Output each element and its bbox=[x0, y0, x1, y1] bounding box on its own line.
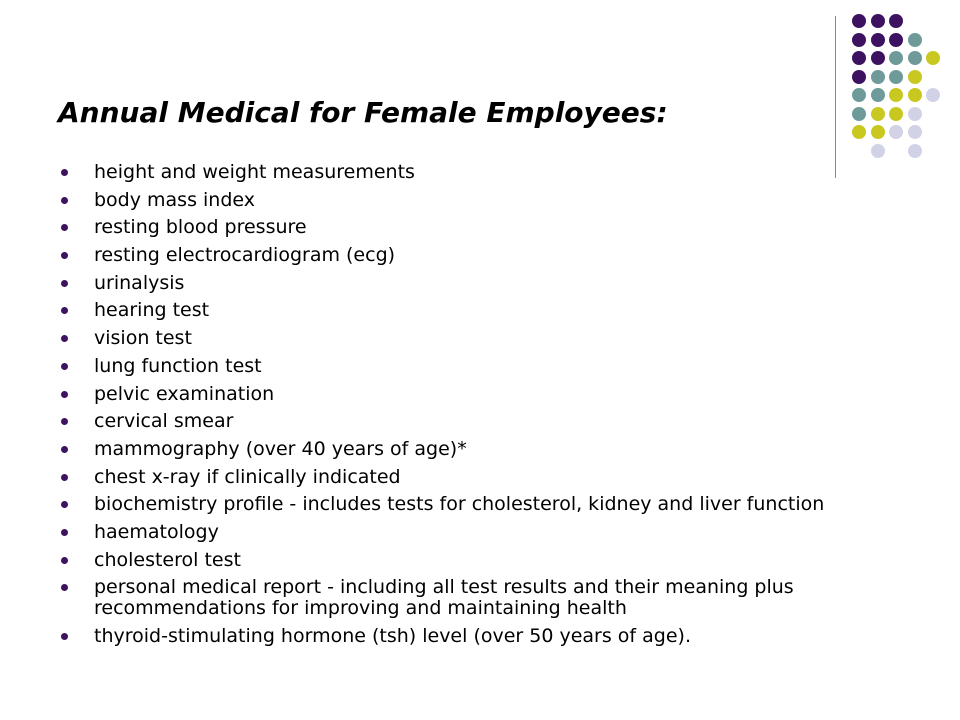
bullet-text: haematology bbox=[94, 520, 219, 543]
bullet-item bbox=[58, 411, 888, 432]
slide-title: Annual Medical for Female Employees: bbox=[58, 96, 668, 129]
decorative-dot bbox=[871, 144, 885, 158]
bullet-text: biochemistry profile - includes tests for cholesterol, kidney and liver function bbox=[94, 493, 825, 516]
bullet-text: resting electrocardiogram (ecg) bbox=[94, 244, 396, 267]
decorative-dot bbox=[852, 107, 866, 121]
decorative-dot-grid bbox=[852, 14, 942, 154]
bullet-dot-icon bbox=[61, 280, 68, 287]
decorative-dot bbox=[871, 88, 885, 102]
bullet-item bbox=[58, 439, 888, 460]
bullet-item bbox=[58, 162, 888, 183]
bullet-item bbox=[58, 626, 888, 647]
bullet-dot-icon bbox=[61, 252, 68, 259]
decorative-dot bbox=[889, 125, 903, 139]
decorative-dot bbox=[871, 33, 885, 47]
bullet-dot-icon bbox=[61, 501, 68, 508]
bullet-dot-icon bbox=[61, 197, 68, 204]
decorative-dot bbox=[889, 51, 903, 65]
decorative-dot bbox=[889, 33, 903, 47]
bullet-item bbox=[58, 577, 888, 619]
bullet-item bbox=[58, 467, 888, 488]
bullet-text: lung function test bbox=[94, 354, 262, 377]
bullet-dot-icon bbox=[61, 307, 68, 314]
decorative-dot bbox=[889, 14, 903, 28]
decorative-dot bbox=[926, 51, 940, 65]
decorative-dot bbox=[852, 70, 866, 84]
bullet-dot-icon bbox=[61, 529, 68, 536]
decorative-dot bbox=[852, 33, 866, 47]
bullet-dot-icon bbox=[61, 446, 68, 453]
decorative-dot bbox=[908, 107, 922, 121]
bullet-dot-icon bbox=[61, 363, 68, 370]
bullet-text: cervical smear bbox=[94, 410, 234, 433]
bullet-item bbox=[58, 328, 888, 349]
bullet-dot-icon bbox=[61, 224, 68, 231]
decorative-dot bbox=[889, 70, 903, 84]
bullet-dot-icon bbox=[61, 335, 68, 342]
bullet-text: personal medical report - including all test results and their meaning plus recommendations for improving and maintaining health bbox=[94, 576, 794, 620]
bullet-text: mammography (over 40 years of age)* bbox=[94, 437, 467, 460]
bullet-dot-icon bbox=[61, 557, 68, 564]
decorative-dot bbox=[852, 51, 866, 65]
bullet-text: urinalysis bbox=[94, 271, 185, 294]
decorative-dot bbox=[852, 88, 866, 102]
bullet-text: chest x-ray if clinically indicated bbox=[94, 465, 401, 488]
decorative-dot bbox=[908, 33, 922, 47]
bullet-dot-icon bbox=[61, 584, 68, 591]
bullet-item bbox=[58, 300, 888, 321]
decorative-dot bbox=[871, 51, 885, 65]
bullet-item bbox=[58, 522, 888, 543]
decorative-dot bbox=[871, 70, 885, 84]
bullet-text: thyroid-stimulating hormone (tsh) level (over 50 years of age). bbox=[94, 625, 692, 647]
decorative-dot bbox=[871, 107, 885, 121]
decorative-dot bbox=[852, 14, 866, 28]
decorative-dot bbox=[926, 88, 940, 102]
decorative-dot bbox=[908, 51, 922, 65]
bullet-item bbox=[58, 190, 888, 211]
decorative-dot bbox=[871, 125, 885, 139]
bullet-dot-icon bbox=[61, 418, 68, 425]
decorative-dot bbox=[889, 107, 903, 121]
bullet-text: resting blood pressure bbox=[94, 216, 307, 239]
bullet-item bbox=[58, 217, 888, 238]
bullet-text: height and weight measurements bbox=[94, 161, 415, 183]
bullet-item bbox=[58, 550, 888, 571]
decorative-dot bbox=[908, 144, 922, 158]
decorative-dot bbox=[852, 125, 866, 139]
bullet-dot-icon bbox=[61, 391, 68, 398]
bullet-text: hearing test bbox=[94, 299, 210, 322]
bullet-dot-icon bbox=[61, 474, 68, 481]
decorative-divider-line bbox=[835, 16, 836, 178]
bullet-dot-icon bbox=[61, 633, 68, 640]
bullet-text: vision test bbox=[94, 327, 192, 350]
bullet-dot-icon bbox=[61, 169, 68, 176]
decorative-dot bbox=[908, 88, 922, 102]
bullet-item bbox=[58, 356, 888, 377]
decorative-dot bbox=[871, 14, 885, 28]
bullet-list bbox=[58, 162, 888, 654]
bullet-text: cholesterol test bbox=[94, 548, 241, 571]
decorative-dot bbox=[889, 88, 903, 102]
bullet-text: body mass index bbox=[94, 188, 255, 211]
bullet-item bbox=[58, 273, 888, 294]
bullet-text: pelvic examination bbox=[94, 382, 275, 405]
bullet-item bbox=[58, 494, 888, 515]
decorative-dot bbox=[908, 70, 922, 84]
decorative-dot bbox=[908, 125, 922, 139]
bullet-item bbox=[58, 245, 888, 266]
bullet-item bbox=[58, 384, 888, 405]
